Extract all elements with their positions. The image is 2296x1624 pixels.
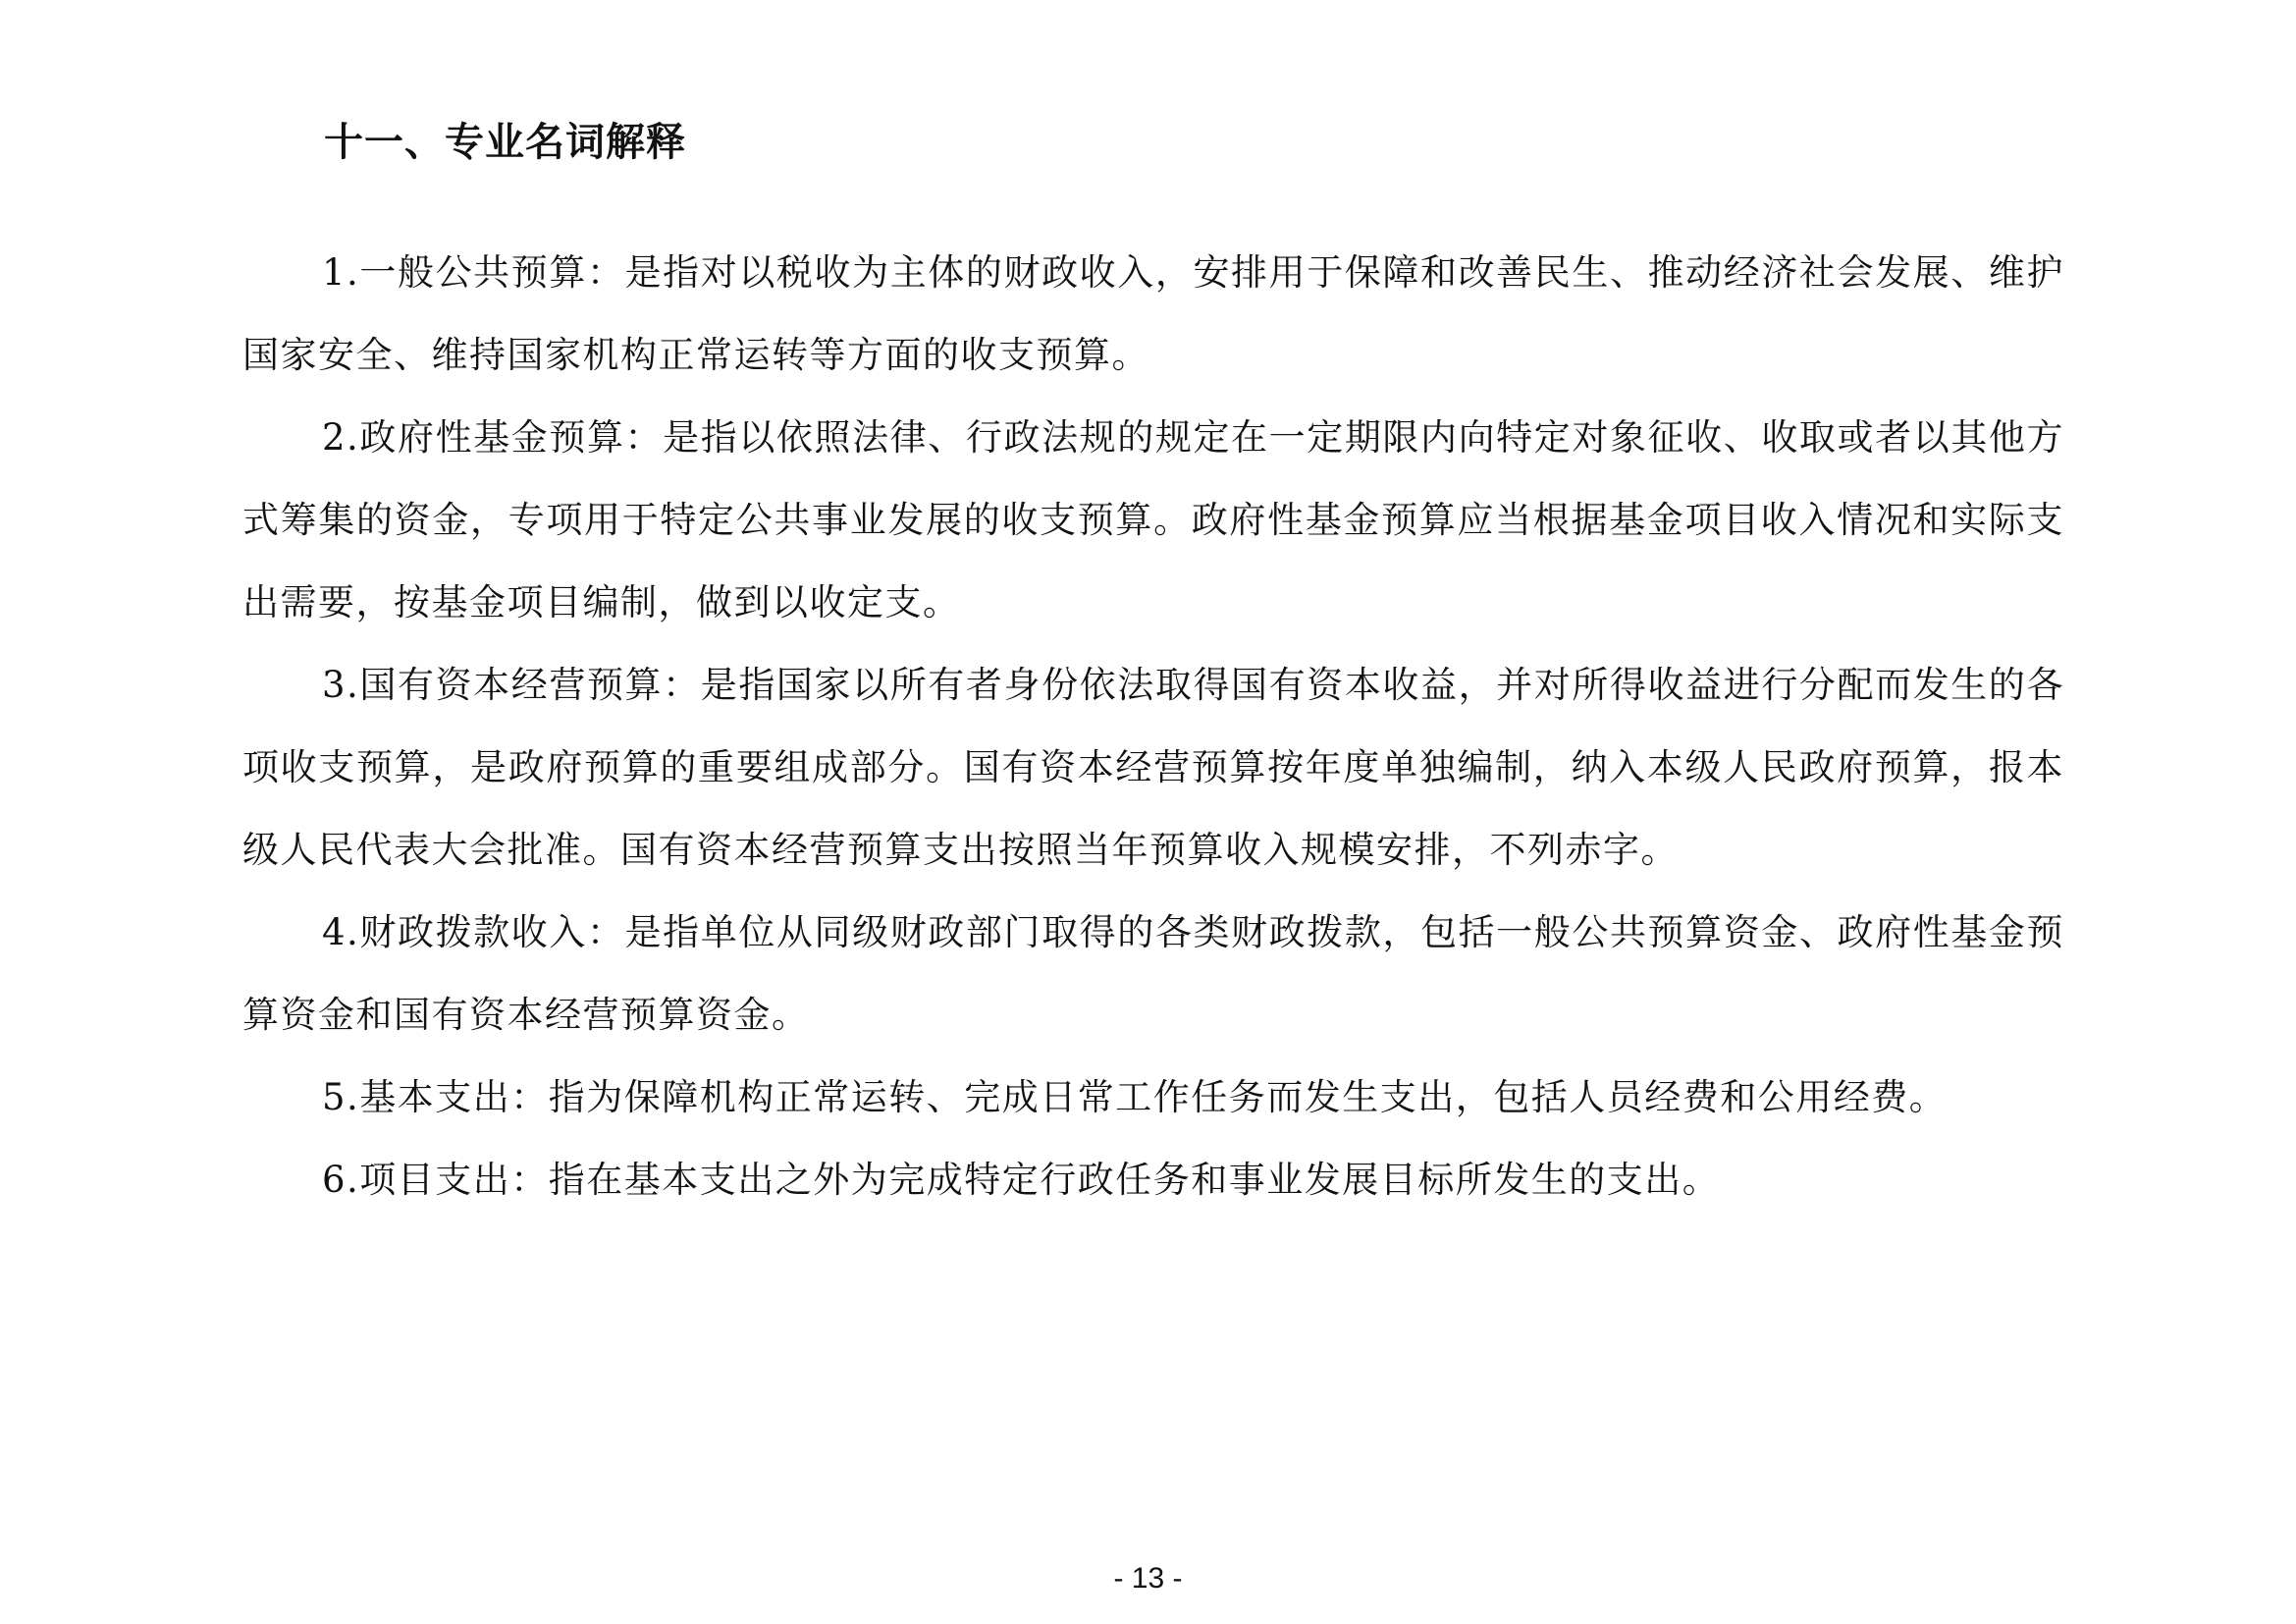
definition-government-fund-budget: 2.政府性基金预算：是指以依照法律、行政法规的规定在一定期限内向特定对象征收、收取或者以其他方式筹集的资金，专项用于特定公共事业发展的收支预算。政府性基金预算应当根据基金项目收入情况和实际支出需要，按基金项目编制，做到以收定支。	[242, 416, 2064, 623]
definition-general-public-budget: 1.一般公共预算：是指对以税收为主体的财政收入，安排用于保障和改善民生、推动经济社会发展、维护国家安全、维持国家机构正常运转等方面的收支预算。	[242, 251, 2064, 376]
definitions-body	[242, 232, 2064, 1221]
definition-fiscal-appropriation-income: 4.财政拨款收入：是指单位从同级财政部门取得的各类财政拨款，包括一般公共预算资金、政府性基金预算资金和国有资本经营预算资金。	[242, 911, 2064, 1036]
definition-basic-expenditure: 5.基本支出：指为保障机构正常运转、完成日常工作任务而发生支出，包括人员经费和公用经费。	[322, 1076, 1948, 1118]
definition-state-capital-budget: 3.国有资本经营预算：是指国家以所有者身份依法取得国有资本收益，并对所得收益进行分配而发生的各项收支预算，是政府预算的重要组成部分。国有资本经营预算按年度单独编制，纳入本级人民政府预算，报本级人民代表大会批准。国有资本经营预算支出按照当年预算收入规模安排，不列赤字。	[242, 664, 2064, 871]
definition-project-expenditure: 6.项目支出：指在基本支出之外为完成特定行政任务和事业发展目标所发生的支出。	[322, 1159, 1721, 1201]
page-number: - 13 -	[1113, 1562, 1183, 1595]
section-heading: 十一、专业名词解释	[324, 120, 686, 165]
